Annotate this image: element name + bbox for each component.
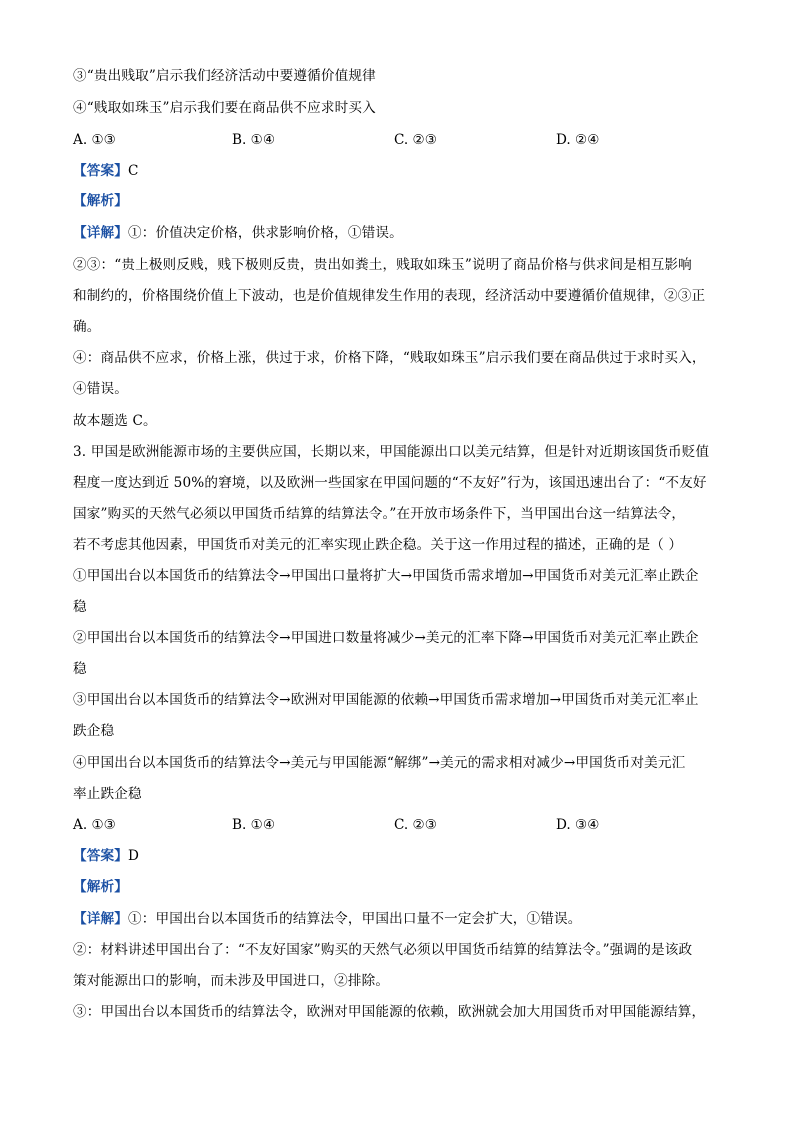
q3-statement-4-line-1: ④甲国出台以本国货币的结算法令→美元与甲国能源“解绑”→美元的需求相对减少→甲国货币对美元汇 xyxy=(73,755,686,771)
q2-conclusion: 故本题选 C。 xyxy=(73,413,157,429)
q2-analysis-heading xyxy=(73,191,733,211)
q2-statement-4: ④“贱取如珠玉”启示我们要在商品供不应求时买入 xyxy=(73,100,376,116)
q3-answer xyxy=(73,846,733,866)
q3-detail-1 xyxy=(73,909,733,929)
q3-statement-4-line-2: 率止跌企稳 xyxy=(73,786,142,802)
q2-statement-3: ③“贵出贱取”启示我们经济活动中要遵循价值规律 xyxy=(73,68,376,84)
answer-tag: 【答案】 xyxy=(73,848,128,864)
q3-statement-3-line-2: 跌企稳 xyxy=(73,723,115,739)
q2-detail-3-line-2: ④错误。 xyxy=(73,381,128,397)
q3-statement-1-line-2: 稳 xyxy=(73,599,87,615)
analysis-tag: 【解析】 xyxy=(73,879,128,895)
answer-tag: 【答案】 xyxy=(73,163,128,179)
q2-detail-3-line-1: ④：商品供不应求，价格上涨，供过于求，价格下降，“贱取如珠玉”启示我们要在商品供过于求时买入， xyxy=(73,350,706,366)
q3-statement-2-line-1: ②甲国出台以本国货币的结算法令→甲国进口数量将减少→美元的汇率下降→甲国货币对美元汇率止跌企 xyxy=(73,630,699,646)
q2-option-d: D. ②④ xyxy=(556,132,600,148)
q3-statement-3-line-1: ③甲国出台以本国货币的结算法令→欧洲对甲国能源的依赖→甲国货币需求增加→甲国货币对美元汇率止 xyxy=(73,692,699,708)
q3-option-b: B. ①④ xyxy=(232,817,276,833)
q3-stem-line-2: 程度一度达到近 50%的窘境，以及欧洲一些国家在甲国问题的“不友好”行为，该国迅速出台了：“不友好 xyxy=(73,475,707,491)
q3-stem-line-1: 3. 甲国是欧洲能源市场的主要供应国，长期以来，甲国能源出口以美元结算，但是针对近期该国货币贬值 xyxy=(73,444,710,460)
answer-value: C xyxy=(127,163,139,179)
q3-option-a: A. ①③ xyxy=(73,817,116,833)
q2-answer xyxy=(73,161,733,181)
detail-text: ①：价值决定价格，供求影响价格，①错误。 xyxy=(127,225,403,241)
q3-option-c: C. ②③ xyxy=(394,817,437,833)
answer-value: D xyxy=(127,848,140,864)
q2-option-c: C. ②③ xyxy=(394,132,437,148)
q3-statement-1-line-1: ①甲国出台以本国货币的结算法令→甲国出口量将扩大→甲国货币需求增加→甲国货币对美元汇率止跌企 xyxy=(73,568,699,584)
q3-statement-2-line-2: 稳 xyxy=(73,661,87,677)
q2-detail-2-line-3: 确。 xyxy=(73,319,101,335)
detail-text: ①：甲国出台以本国货币的结算法令，甲国出口量不一定会扩大，①错误。 xyxy=(127,911,582,927)
q2-option-a: A. ①③ xyxy=(73,132,116,148)
detail-tag: 【详解】 xyxy=(73,225,128,241)
q3-option-d: D. ③④ xyxy=(556,817,600,833)
q2-detail-2-line-2: 和制约的，价格围绕价值上下波动，也是价值规律发生作用的表现，经济活动中要遵循价值规律，②③正 xyxy=(73,288,706,304)
q3-detail-2-line-1: ②：材料讲述甲国出台了：“不友好国家”购买的天然气必须以甲国货币结算的结算法令。”强调的是该政 xyxy=(73,942,693,958)
q2-detail-2-line-1: ②③：“贵上极则反贱，贱下极则反贵，贵出如粪土，贱取如珠玉”说明了商品价格与供求间是相互影响 xyxy=(73,257,692,273)
analysis-tag: 【解析】 xyxy=(73,193,128,209)
q3-detail-2-line-2: 策对能源出口的影响，而未涉及甲国进口，②排除。 xyxy=(73,973,390,989)
q2-detail-1 xyxy=(73,223,733,243)
q2-option-b: B. ①④ xyxy=(232,132,276,148)
q3-stem-line-4: 若不考虑其他因素，甲国货币对美元的汇率实现止跌企稳。关于这一作用过程的描述，正确的是（ ） xyxy=(73,537,683,553)
q3-detail-3: ③：甲国出台以本国货币的结算法令，欧洲对甲国能源的依赖，欧洲就会加大用国货币对甲国能源结算， xyxy=(73,1004,706,1020)
q3-analysis-heading xyxy=(73,877,733,897)
q3-stem-line-3: 国家”购买的天然气必须以甲国货币结算的结算法令。”在开放市场条件下，当甲国出台这一结算法令， xyxy=(73,506,686,522)
detail-tag: 【详解】 xyxy=(73,911,128,927)
